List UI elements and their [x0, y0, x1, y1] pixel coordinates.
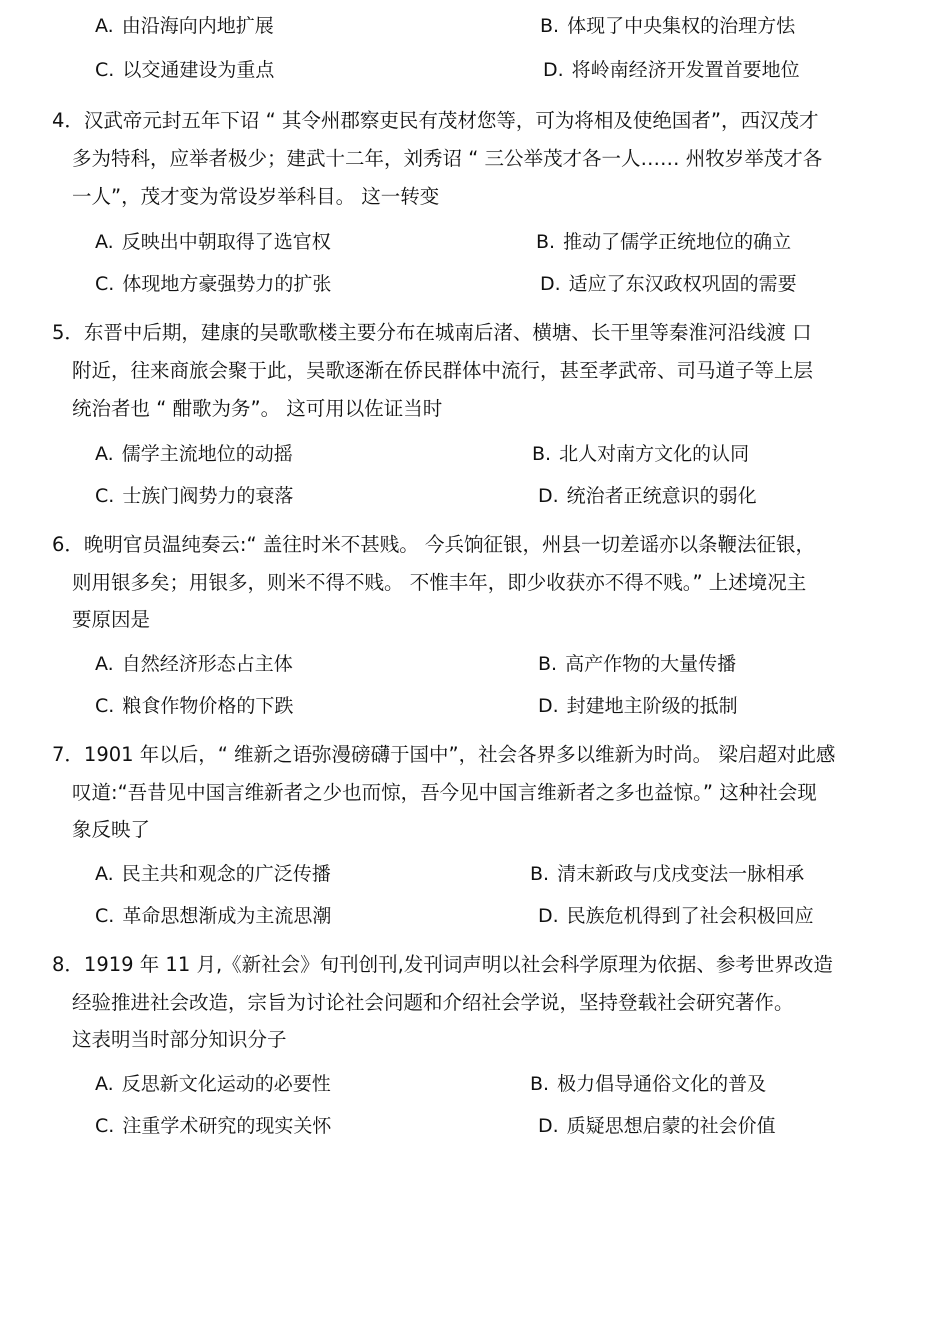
option-text: 统治者正统意识的弱化 [566, 485, 757, 507]
q7-stem-line-1: 7．1901 年以后，“ 维新之语弥漫磅礴于国中”，社会各界多以维新为时尚。 梁启超对此感 [52, 743, 836, 766]
option-letter: B. [536, 231, 556, 253]
option-text: 士族门阀势力的衰落 [122, 485, 294, 507]
q6-stem-line-3: 要原因是 [72, 608, 151, 631]
option-text: 由沿海向内地扩展 [121, 15, 274, 37]
option-letter: C. [95, 905, 115, 927]
option-text: 清末新政与戊戌变法一脉相承 [557, 863, 805, 885]
option-letter: A. [95, 443, 114, 465]
q8-option-row-2 [0, 1107, 950, 1145]
q4-stem-line-2: 多为特科，应举者极少；建武十二年，刘秀诏 “ 三公举茂才各一人…… 州牧岁举茂才各 [72, 147, 823, 170]
option-letter: A. [95, 863, 114, 885]
q5-option-a[interactable] [95, 435, 293, 473]
q5-option-b[interactable] [532, 435, 749, 473]
q7-stem-line-2: 叹道:“吾昔见中国言维新者之少也而惊，吾今见中国言维新者之多也益惊。” 这种社会现 [72, 781, 817, 804]
option-text: 反思新文化运动的必要性 [121, 1073, 331, 1095]
option-letter: C. [95, 59, 115, 81]
option-text: 儒学主流地位的动摇 [121, 443, 293, 465]
q6-option-row-2 [0, 687, 950, 725]
q8-stem-line-1: 8．1919 年 11 月,《新社会》旬刊创刊,发刊词声明以社会科学原理为依据、参考世界改造 [52, 953, 833, 976]
q4-option-d[interactable] [540, 265, 797, 303]
q8-option-b[interactable] [530, 1065, 766, 1103]
q3-option-row-1 [0, 7, 950, 45]
option-text: 适应了东汉政权巩固的需要 [568, 273, 797, 295]
option-letter: A. [95, 15, 114, 37]
option-letter: C. [95, 1115, 115, 1137]
q8-option-row-1 [0, 1065, 950, 1103]
q7-option-a[interactable] [95, 855, 331, 893]
option-text: 体现地方豪强势力的扩张 [122, 273, 332, 295]
option-text: 将岭南经济开发置首要地位 [571, 59, 800, 81]
option-text: 推动了儒学正统地位的确立 [563, 231, 792, 253]
q6-stem-line-1: 6．晚明官员温纯奏云:“ 盖往时米不甚贱。 今兵饷征银，州县一切差谣亦以条鞭法征银， [52, 533, 815, 556]
q4-stem-line-1: 4．汉武帝元封五年下诏 “ 其令州郡察吏民有茂材您等，可为将相及使绝国者”，西汉茂才 [52, 109, 819, 132]
q5-stem-line-2: 附近，往来商旅会聚于此，吴歌逐渐在侨民群体中流行，甚至孝武帝、司马道子等上层 [72, 359, 814, 382]
option-text: 民族危机得到了社会积极回应 [566, 905, 814, 927]
q6-option-c[interactable] [95, 687, 293, 725]
q6-option-d[interactable] [538, 687, 738, 725]
q3-option-row-2 [0, 51, 950, 89]
option-letter: C. [95, 273, 115, 295]
q7-stem-line-3: 象反映了 [72, 818, 151, 841]
option-letter: D. [540, 273, 561, 295]
option-text: 质疑思想启蒙的社会价值 [566, 1115, 776, 1137]
option-text: 民主共和观念的广泛传播 [121, 863, 331, 885]
option-letter: D. [543, 59, 564, 81]
q7-option-d[interactable] [538, 897, 814, 935]
q8-option-c[interactable] [95, 1107, 331, 1145]
option-text: 自然经济形态占主体 [121, 653, 293, 675]
q5-stem-line-1: 5．东晋中后期，建康的吴歌歌楼主要分布在城南后渚、横塘、长干里等秦淮河沿线渡 口 [52, 321, 812, 344]
q6-option-row-1 [0, 645, 950, 683]
q5-option-row-2 [0, 477, 950, 515]
q4-option-row-1 [0, 223, 950, 261]
option-letter: D. [538, 905, 559, 927]
option-letter: D. [538, 695, 559, 717]
option-text: 极力倡导通俗文化的普及 [557, 1073, 767, 1095]
option-text: 革命思想渐成为主流思潮 [122, 905, 332, 927]
option-text: 北人对南方文化的认同 [559, 443, 750, 465]
q7-option-row-2 [0, 897, 950, 935]
q8-option-a[interactable] [95, 1065, 331, 1103]
q7-option-b[interactable] [530, 855, 804, 893]
option-letter: A. [95, 231, 114, 253]
option-letter: D. [538, 485, 559, 507]
option-letter: B. [530, 863, 550, 885]
option-letter: B. [530, 1073, 550, 1095]
q3-option-d[interactable] [543, 51, 800, 89]
q3-option-c[interactable] [95, 51, 274, 89]
q7-option-row-1 [0, 855, 950, 893]
option-text: 反映出中朝取得了选官权 [121, 231, 331, 253]
option-letter: B. [540, 15, 560, 37]
q8-option-d[interactable] [538, 1107, 776, 1145]
option-letter: A. [95, 653, 114, 675]
q8-stem-line-2: 经验推进社会改造，宗旨为讨论社会问题和介绍社会学说，坚持登载社会研究著作。 [72, 991, 794, 1014]
q4-option-b[interactable] [536, 223, 791, 261]
option-letter: A. [95, 1073, 114, 1095]
q3-option-b[interactable] [540, 7, 795, 45]
option-letter: B. [532, 443, 552, 465]
q4-stem-line-3: 一人”，茂才变为常设岁举科目。 这一转变 [72, 185, 440, 208]
q8-stem-line-3: 这表明当时部分知识分子 [72, 1028, 287, 1051]
q6-option-b[interactable] [538, 645, 736, 683]
option-letter: C. [95, 695, 115, 717]
option-letter: C. [95, 485, 115, 507]
option-text: 封建地主阶级的抵制 [566, 695, 738, 717]
q3-option-a[interactable] [95, 7, 274, 45]
q5-option-d[interactable] [538, 477, 757, 515]
option-letter: B. [538, 653, 558, 675]
q5-option-c[interactable] [95, 477, 293, 515]
q5-option-row-1 [0, 435, 950, 473]
option-letter: D. [538, 1115, 559, 1137]
q4-option-a[interactable] [95, 223, 331, 261]
option-text: 高产作物的大量传播 [565, 653, 737, 675]
q4-option-c[interactable] [95, 265, 331, 303]
option-text: 粮食作物价格的下跌 [122, 695, 294, 717]
q4-option-row-2 [0, 265, 950, 303]
q7-option-c[interactable] [95, 897, 331, 935]
q5-stem-line-3: 统治者也 “ 酣歌为务”。 这可用以佐证当时 [72, 397, 443, 420]
q6-option-a[interactable] [95, 645, 293, 683]
q6-stem-line-2: 则用银多矣；用银多，则米不得不贱。 不惟丰年，即少收获亦不得不贱。” 上述境况主 [72, 571, 807, 594]
option-text: 注重学术研究的现实关怀 [122, 1115, 332, 1137]
option-text: 体现了中央集权的治理方怯 [567, 15, 796, 37]
option-text: 以交通建设为重点 [122, 59, 275, 81]
